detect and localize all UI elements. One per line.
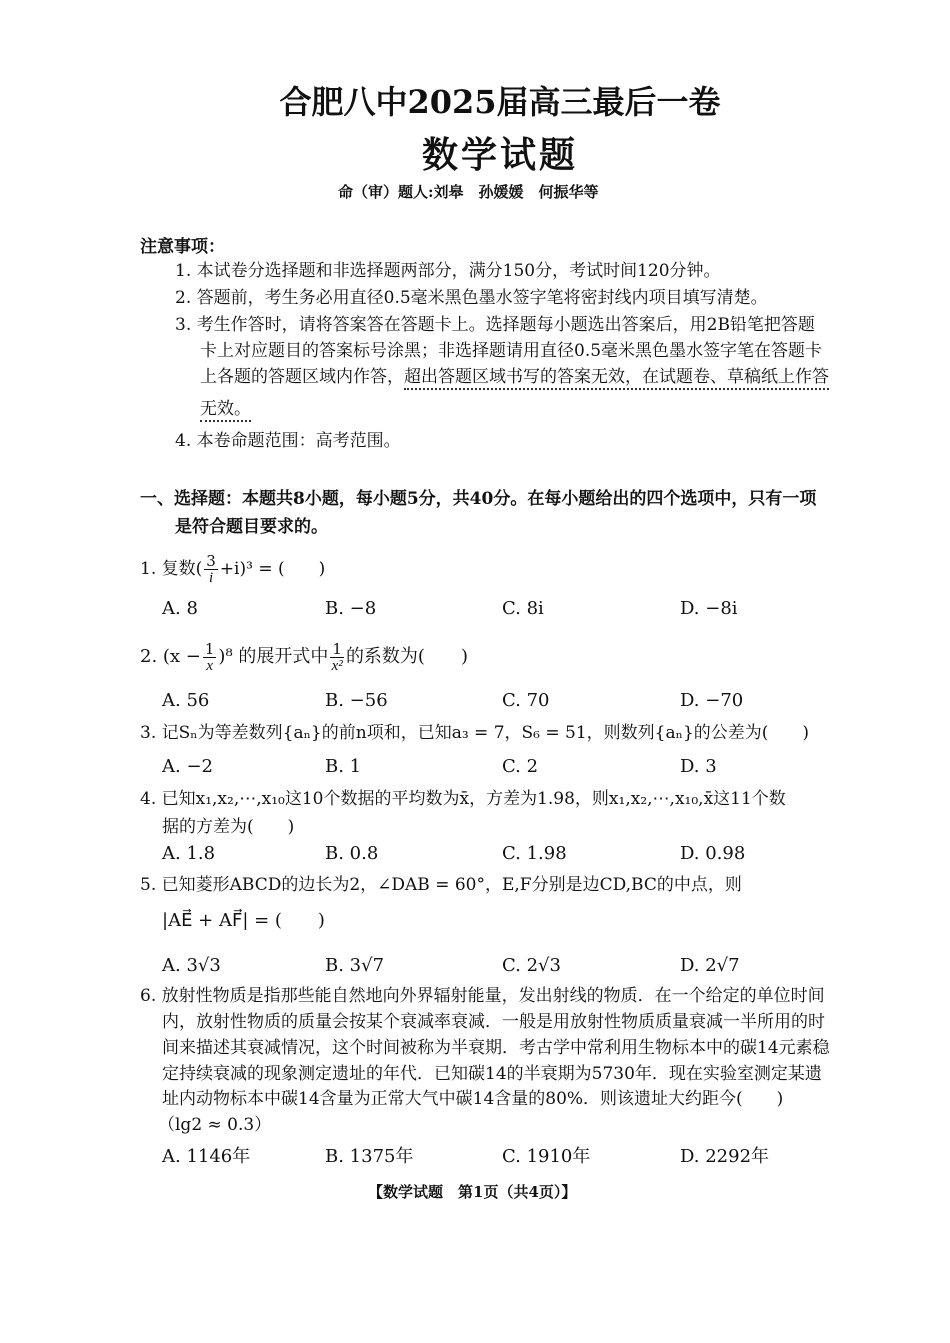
notice-item-2: 2. 答题前，考生务必用直径0.5毫米黑色墨水签字笔将密封线内项目填写清楚。	[175, 288, 768, 308]
fraction: $\frac{1}{\text{x²}}$	[331, 639, 343, 674]
notice-text: 上各题的答题区域内作答，	[200, 367, 404, 387]
option-c[interactable]: C. 2√3	[502, 955, 561, 976]
option-a[interactable]: A. 8	[162, 598, 198, 619]
option-d[interactable]: D. 2292年	[680, 1146, 770, 1167]
option-c[interactable]: C. 8i	[502, 598, 544, 619]
option-b[interactable]: B. −8	[325, 598, 377, 619]
notice-item-3-cont: 卡上对应题目的答案标号涂黑；非选择题请用直径0.5毫米黑色墨水签字笔在答题卡	[200, 341, 823, 361]
stem: )⁸ 的展开式中	[218, 646, 329, 667]
stem: 1. 复数(	[140, 559, 203, 579]
notice-item-3: 3. 考生作答时，请将答案答在答题卡上。选择题每小题选出答案后，用2B铅笔把答题	[175, 315, 815, 335]
option-b[interactable]: B. 1	[325, 756, 362, 777]
question-6: 6. 放射性物质是指那些能自然地向外界辐射能量，发出射线的物质．在一个给定的单位时间	[140, 986, 825, 1006]
option-d[interactable]: D. 0.98	[680, 843, 746, 864]
option-b[interactable]: B. 1375年	[325, 1146, 414, 1167]
notice-item-4: 4. 本卷命题范围：高考范围。	[175, 431, 401, 451]
page-footer: 【数学试题 第1页（共4页）】	[368, 1183, 577, 1201]
fraction: $\frac{3}{i}$	[206, 552, 216, 586]
option-c[interactable]: C. 2	[502, 756, 539, 777]
subject-title: 数学试题	[421, 134, 578, 176]
option-b[interactable]: B. 3√7	[325, 955, 385, 976]
question-4-cont: 据的方差为( )	[162, 817, 295, 837]
option-b[interactable]: B. 0.8	[325, 843, 379, 864]
question-6-cont: 间来描述其衰减情况，这个时间被称为半衰期．考古学中常利用生物标本中的碳14元素稳	[162, 1038, 830, 1058]
question-1	[140, 552, 325, 586]
question-4: 4. 已知x₁,x₂,⋯,x₁₀这10个数据的平均数为x̄，方差为1.98，则x₁,x₂,⋯,x₁₀,x̄这11个数	[140, 789, 786, 809]
option-a[interactable]: A. 1.8	[162, 843, 216, 864]
question-6-hint: （lg2 ≈ 0.3）	[158, 1115, 272, 1135]
option-b[interactable]: B. −56	[325, 690, 388, 711]
question-3: 3. 记Sₙ为等差数列{aₙ}的前n项和，已知a₃ = 7，S₆ = 51，则数列{aₙ}的公差为( )	[140, 723, 810, 743]
option-a[interactable]: A. 56	[162, 690, 210, 711]
option-d[interactable]: D. −70	[680, 690, 744, 711]
authors: 命（审）题人:刘皋 孙媛媛 何振华等	[338, 183, 599, 201]
question-6-cont: 址内动物标本中碳14含量为正常大气中碳14含量的80%．则该遗址大约距今( )	[162, 1089, 784, 1109]
question-6-cont: 定持续衰减的现象测定遗址的年代．已知碳14的半衰期为5730年．现在实验室测定某遗	[162, 1064, 822, 1084]
notice-item-3-cont2	[200, 366, 829, 388]
option-c[interactable]: C. 70	[502, 690, 550, 711]
question-2	[140, 640, 468, 674]
question-6-cont: 内，放射性物质的质量会按某个衰减率衰减．一般是用放射性物质质量衰减一半所用的时	[162, 1012, 825, 1032]
option-a[interactable]: A. −2	[162, 756, 213, 777]
stem: 2. (x −	[140, 646, 201, 667]
school-title: 合肥八中2025届高三最后一卷	[279, 83, 721, 121]
stem: 的系数为( )	[345, 646, 468, 667]
emphasis-text: 超出答题区域书写的答案无效，在试题卷、草稿纸上作答	[404, 367, 829, 390]
section-heading-cont: 是符合题目要求的。	[175, 517, 328, 537]
notice-item-3-cont3	[200, 398, 251, 420]
option-d[interactable]: D. 2√7	[680, 955, 740, 976]
question-5-cont: |AE⃗ + AF⃗| = ( )	[162, 910, 325, 931]
stem: +i)³ = ( )	[219, 559, 326, 579]
option-a[interactable]: A. 3√3	[162, 955, 221, 976]
fraction: $\frac{1}{x}$	[204, 639, 215, 674]
option-d[interactable]: D. −8i	[680, 598, 738, 619]
question-5: 5. 已知菱形ABCD的边长为2，∠DAB = 60°，E,F分别是边CD,BC的中点，则	[140, 875, 742, 895]
option-a[interactable]: A. 1146年	[162, 1146, 251, 1167]
emphasis-text: 无效。	[200, 399, 251, 422]
option-c[interactable]: C. 1.98	[502, 843, 567, 864]
option-d[interactable]: D. 3	[680, 756, 717, 777]
notice-item-1: 1. 本试卷分选择题和非选择题两部分，满分150分，考试时间120分钟。	[175, 261, 721, 281]
notice-heading: 注意事项：	[140, 237, 225, 257]
section-heading: 一、选择题：本题共8小题，每小题5分，共40分。在每小题给出的四个选项中，只有一项	[140, 489, 817, 509]
option-c[interactable]: C. 1910年	[502, 1146, 591, 1167]
